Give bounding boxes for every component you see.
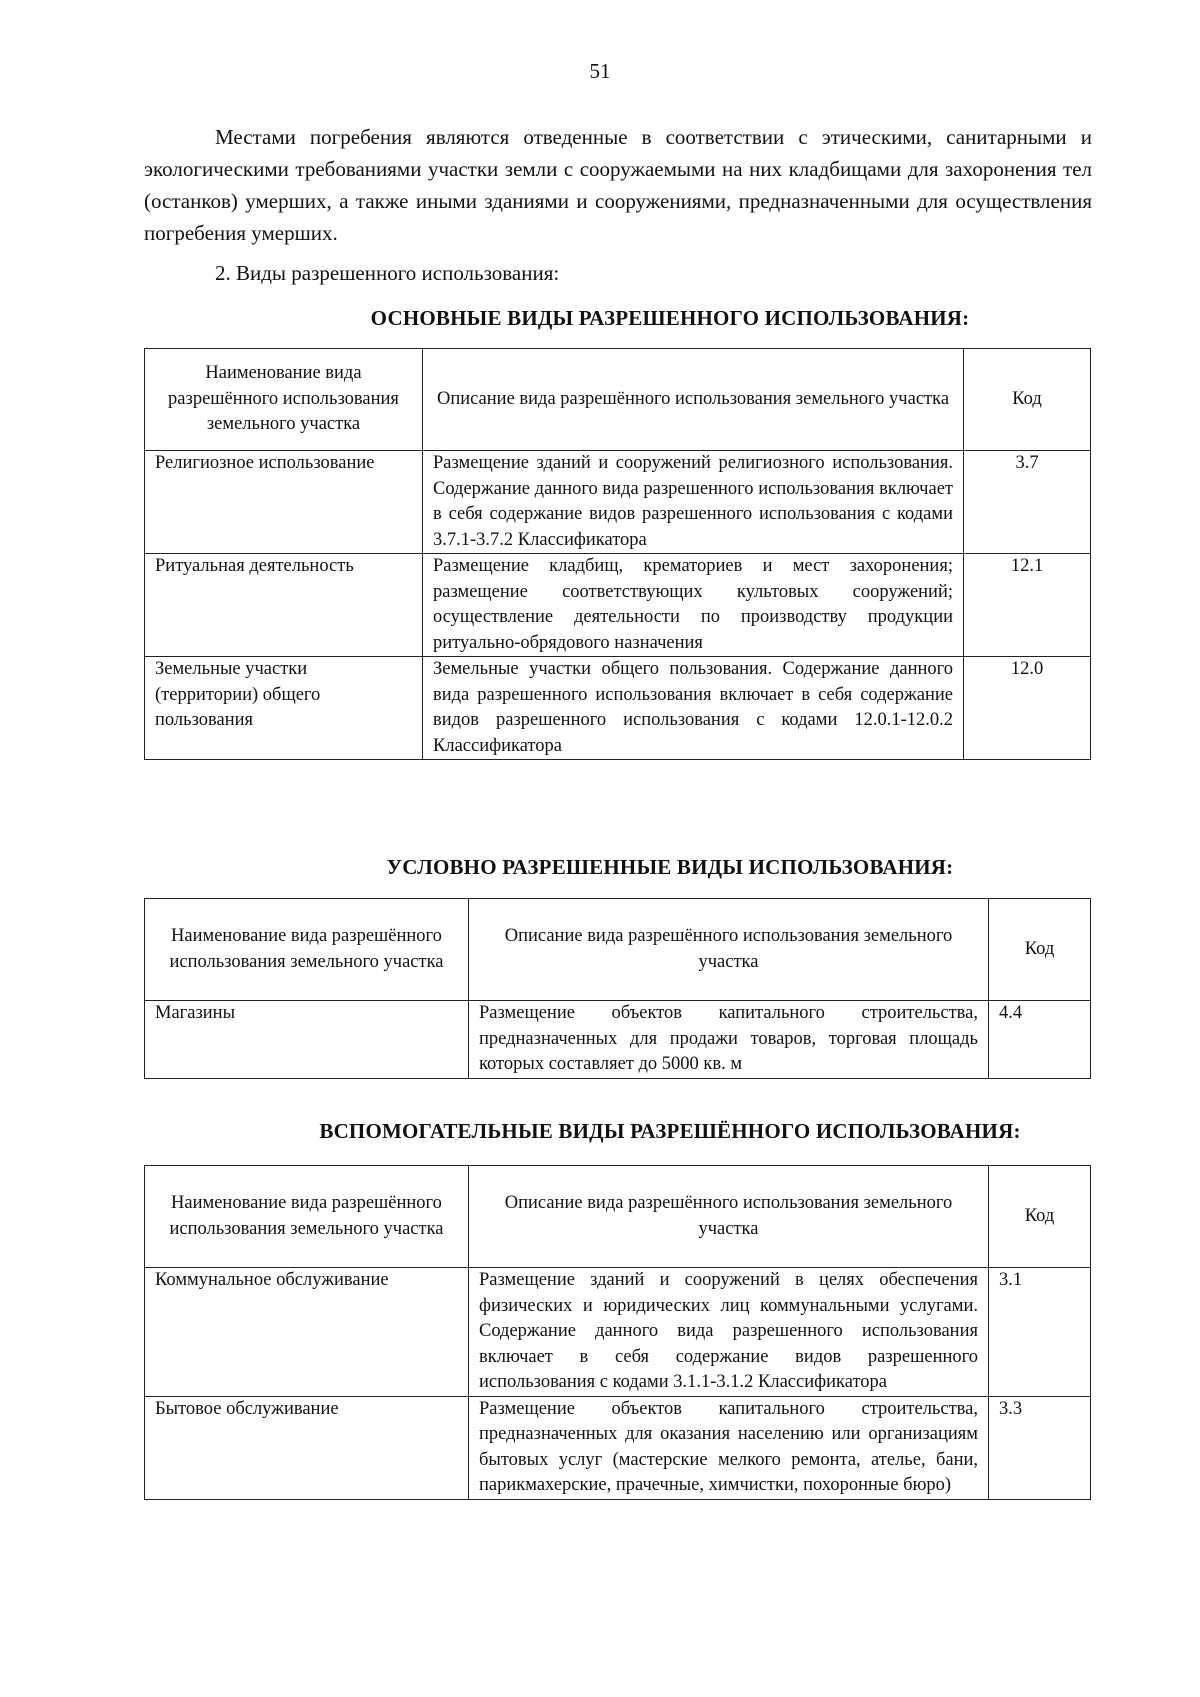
row-code: 3.1: [989, 1268, 1091, 1397]
table-conditional-uses: [144, 898, 1091, 1079]
row-description: Размещение кладбищ, крематориев и мест захоронения; размещение соответствующих культовых сооружений; осуществление деятельности по производству продукции ритуально-обрядового назначения: [423, 554, 964, 657]
table-row: [145, 1396, 1091, 1499]
row-code: 4.4: [989, 1001, 1091, 1079]
row-code: 3.7: [964, 451, 1091, 554]
table-main-uses: [144, 348, 1091, 760]
row-name: Религиозное использование: [145, 451, 423, 554]
table-auxiliary-uses: [144, 1165, 1091, 1500]
row-name: Бытовое обслуживание: [145, 1396, 469, 1499]
header-description: Описание вида разрешённого использования земельного участка: [469, 1166, 989, 1268]
row-description: Размещение объектов капитального строительства, предназначенных для оказания населению или организациям бытовых услуг (мастерские мелкого ремонта, ателье, бани, парикмахерские, прачечные, химчистки, похоронные бюро): [469, 1396, 989, 1499]
intro-paragraph: Местами погребения являются отведенные в соответствии с этическими, санитарными и экологическими требованиями участки земли с сооружаемыми на них кладбищами для захоронения тел (останков) умерших, а также иными зданиями и сооружениями, предназначенными для осуществления погребения умерших.: [144, 125, 1092, 245]
table-row: [145, 554, 1091, 657]
section-title-conditional: УСЛОВНО РАЗРЕШЕННЫЕ ВИДЫ ИСПОЛЬЗОВАНИЯ:: [386, 855, 954, 879]
header-code: Код: [989, 1166, 1091, 1268]
header-name: Наименование вида разрешённого использования земельного участка: [145, 1166, 469, 1268]
header-description: Описание вида разрешённого использования земельного участка: [423, 349, 964, 451]
header-name: Наименование вида разрешённого использования земельного участка: [145, 899, 469, 1001]
header-code: Код: [964, 349, 1091, 451]
list-item-permitted-uses: 2. Виды разрешенного использования:: [215, 261, 560, 285]
row-name: Коммунальное обслуживание: [145, 1268, 469, 1397]
header-code: Код: [989, 899, 1091, 1001]
row-code: 12.1: [964, 554, 1091, 657]
row-code: 3.3: [989, 1396, 1091, 1499]
page-number: 51: [589, 59, 611, 83]
row-description: Размещение зданий и сооружений в целях обеспечения физических и юридических лиц коммунальными услугами. Содержание данного вида разрешенного использования включает в себя содержание видов разрешенного использования с кодами 3.1.1-3.1.2 Классификатора: [469, 1268, 989, 1397]
section-title-auxiliary: ВСПОМОГАТЕЛЬНЫЕ ВИДЫ РАЗРЕШЁННОГО ИСПОЛЬЗОВАНИЯ:: [319, 1119, 1021, 1143]
table-row: [145, 1268, 1091, 1397]
table-header-row: [145, 899, 1091, 1001]
row-name: Ритуальная деятельность: [145, 554, 423, 657]
table-header-row: [145, 349, 1091, 451]
header-name: Наименование вида разрешённого использования земельного участка: [145, 349, 423, 451]
section-title-main: ОСНОВНЫЕ ВИДЫ РАЗРЕШЕННОГО ИСПОЛЬЗОВАНИЯ:: [370, 306, 970, 330]
table-row: [145, 657, 1091, 760]
table-header-row: [145, 1166, 1091, 1268]
row-description: Земельные участки общего пользования. Содержание данного вида разрешенного использования включает в себя содержание видов разрешенного использования с кодами 12.0.1-12.0.2 Классификатора: [423, 657, 964, 760]
table-row: [145, 451, 1091, 554]
row-name: Земельные участки (территории) общего пользования: [145, 657, 423, 760]
row-code: 12.0: [964, 657, 1091, 760]
row-description: Размещение объектов капитального строительства, предназначенных для продажи товаров, торговая площадь которых составляет до 5000 кв. м: [469, 1001, 989, 1079]
header-description: Описание вида разрешённого использования земельного участка: [469, 899, 989, 1001]
row-name: Магазины: [145, 1001, 469, 1079]
row-description: Размещение зданий и сооружений религиозного использования. Содержание данного вида разрешенного использования включает в себя содержание видов разрешенного использования с кодами 3.7.1-3.7.2 Классификатора: [423, 451, 964, 554]
table-row: [145, 1001, 1091, 1079]
